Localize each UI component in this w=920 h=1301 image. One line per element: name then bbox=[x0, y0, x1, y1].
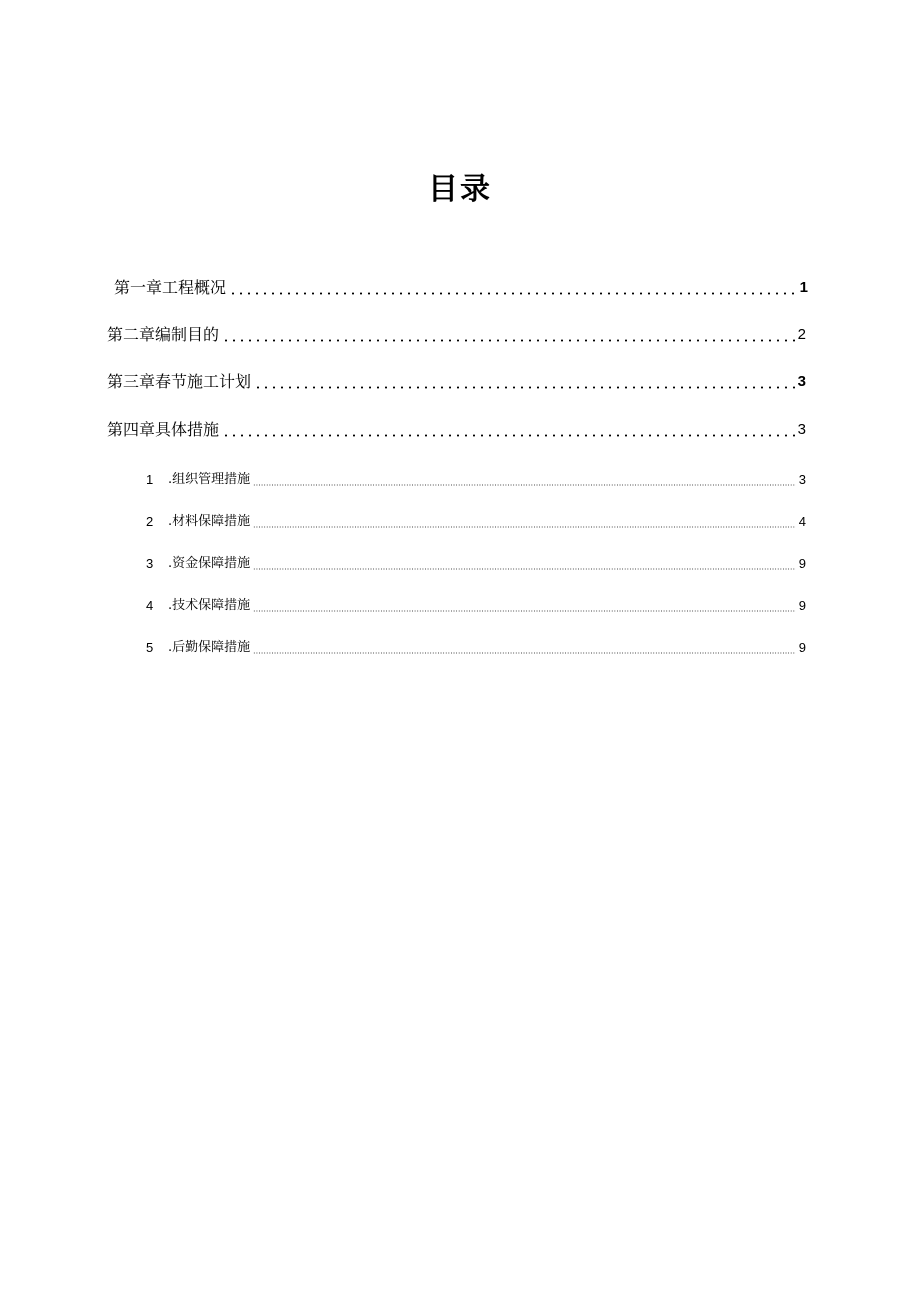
toc-section-number: 4 bbox=[146, 598, 154, 613]
dot-leader bbox=[253, 609, 796, 612]
toc-page-number: 2 bbox=[797, 326, 806, 343]
dot-leader bbox=[229, 289, 797, 295]
toc-entry-section-2[interactable] bbox=[146, 513, 806, 531]
toc-chapter-label: 第三章春节施工计划 bbox=[107, 372, 252, 391]
dot-leader bbox=[253, 567, 796, 570]
toc-section-number: 2 bbox=[146, 514, 154, 529]
toc-section-label: .组织管理措施 bbox=[168, 472, 251, 487]
dot-leader bbox=[253, 651, 796, 654]
toc-page-number: 3 bbox=[798, 472, 806, 487]
toc-section-label: .材料保障措施 bbox=[168, 514, 251, 529]
toc-page-number: 9 bbox=[798, 640, 806, 655]
toc-entry-section-5[interactable] bbox=[146, 639, 806, 657]
toc-page-number: 4 bbox=[798, 514, 806, 529]
toc-page-number: 9 bbox=[798, 598, 806, 613]
toc-chapter-label: 第二章编制目的 bbox=[107, 325, 220, 344]
toc-entry-chapter-3[interactable] bbox=[107, 370, 806, 394]
dot-leader bbox=[254, 383, 795, 389]
toc-section-label: .资金保障措施 bbox=[168, 556, 251, 571]
toc-page-number: 3 bbox=[797, 421, 806, 438]
toc-page-number: 1 bbox=[799, 279, 808, 296]
page-title: 目录 bbox=[428, 172, 492, 207]
toc-chapter-label: 第四章具体措施 bbox=[107, 420, 220, 439]
toc-entry-section-4[interactable] bbox=[146, 597, 806, 615]
dot-leader bbox=[253, 483, 796, 486]
dot-leader bbox=[253, 525, 796, 528]
toc-chapter-label: 第一章工程概况 bbox=[114, 278, 227, 297]
toc-section-label: .技术保障措施 bbox=[168, 598, 251, 613]
toc-entry-chapter-4[interactable] bbox=[107, 418, 806, 442]
toc-page-number: 3 bbox=[797, 373, 806, 390]
toc-entry-section-1[interactable] bbox=[146, 471, 806, 489]
toc-entry-chapter-1[interactable] bbox=[114, 276, 808, 300]
toc-entry-chapter-2[interactable] bbox=[107, 323, 806, 347]
dot-leader bbox=[222, 336, 795, 342]
toc-entry-section-3[interactable] bbox=[146, 555, 806, 573]
toc-section-number: 3 bbox=[146, 556, 154, 571]
toc-page-number: 9 bbox=[798, 556, 806, 571]
dot-leader bbox=[222, 431, 795, 437]
toc-section-label: .后勤保障措施 bbox=[168, 640, 251, 655]
toc-section-number: 1 bbox=[146, 472, 154, 487]
toc-section-number: 5 bbox=[146, 640, 154, 655]
